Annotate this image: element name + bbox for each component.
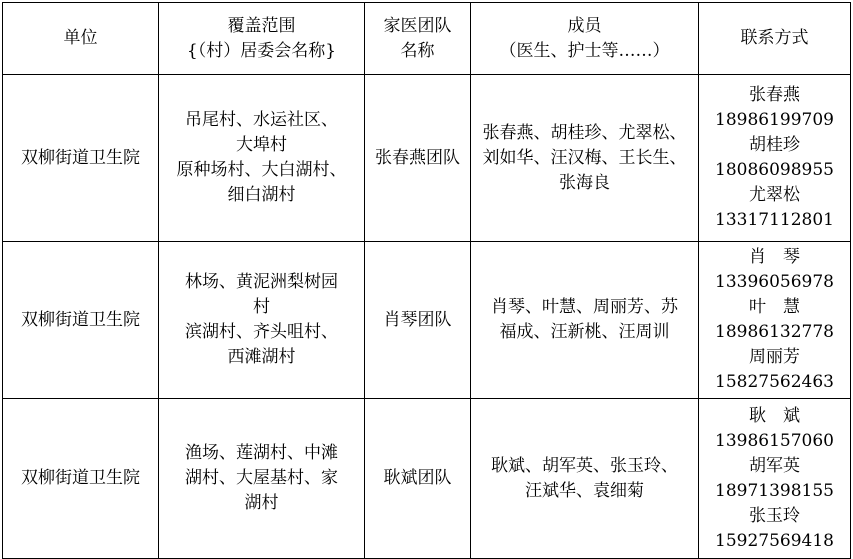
- table-row: [3, 75, 851, 242]
- unit-cell: 双柳街道卫生院: [3, 399, 159, 559]
- contact-phone: 13986157060: [715, 430, 834, 451]
- contact-phone: 15827562463: [715, 372, 834, 392]
- team-name-cell: 肖琴团队: [365, 242, 471, 399]
- contact-phone: 18971398155: [715, 480, 834, 501]
- coverage-cell: 吊尾村、水运社区、 大埠村 原种场村、大白湖村、 细白湖村: [159, 75, 365, 242]
- header-coverage: 覆盖范围 {（村）居委会名称}: [159, 3, 365, 75]
- contact-cell: [699, 242, 851, 399]
- members-cell: 肖琴、叶慧、周丽芳、苏 福成、汪新桃、汪周训: [471, 242, 699, 399]
- coverage-cell: 渔场、莲湖村、中滩 湖村、大屋基村、家 湖村: [159, 399, 365, 559]
- header-members: 成员 （医生、护士等……）: [471, 3, 699, 75]
- members-cell: 耿斌、胡军英、张玉玲、 汪斌华、袁细菊: [471, 399, 699, 559]
- contact-name: 周丽芳: [749, 347, 800, 367]
- contact-phone: 18986132778: [715, 322, 834, 342]
- unit-cell: 双柳街道卫生院: [3, 242, 159, 399]
- team-name-cell: 耿斌团队: [365, 399, 471, 559]
- contact-name: 尤翠松: [749, 185, 800, 205]
- contact-cell: [699, 399, 851, 559]
- coverage-cell: 林场、黄泥洲梨树园 村 滨湖村、齐头咀村、 西滩湖村: [159, 242, 365, 399]
- contact-name: 叶 慧: [749, 297, 800, 317]
- contact-name: 张玉玲: [749, 505, 800, 526]
- header-contact: 联系方式: [699, 3, 851, 75]
- family-doctor-team-table: [2, 2, 851, 559]
- unit-cell: 双柳街道卫生院: [3, 75, 159, 242]
- contact-phone: 18986199709: [715, 110, 834, 130]
- contact-phone: 13396056978: [715, 272, 834, 292]
- contact-name: 胡军英: [749, 455, 800, 476]
- header-team-name: 家医团队 名称: [365, 3, 471, 75]
- contact-name: 张春燕: [749, 85, 800, 105]
- contact-cell: [699, 75, 851, 242]
- table-row: [3, 242, 851, 399]
- header-unit: 单位: [3, 3, 159, 75]
- contact-phone: 15927569418: [715, 530, 834, 551]
- team-name-cell: 张春燕团队: [365, 75, 471, 242]
- contact-name: 肖 琴: [749, 247, 800, 267]
- contact-name: 胡桂珍: [749, 135, 800, 155]
- members-cell: 张春燕、胡桂珍、尤翠松、 刘如华、汪汉梅、王长生、 张海良: [471, 75, 699, 242]
- table-header-row: [3, 3, 851, 75]
- contact-name: 耿 斌: [749, 405, 800, 426]
- contact-phone: 18086098955: [715, 160, 834, 180]
- contact-phone: 13317112801: [715, 210, 834, 230]
- table-row: [3, 399, 851, 559]
